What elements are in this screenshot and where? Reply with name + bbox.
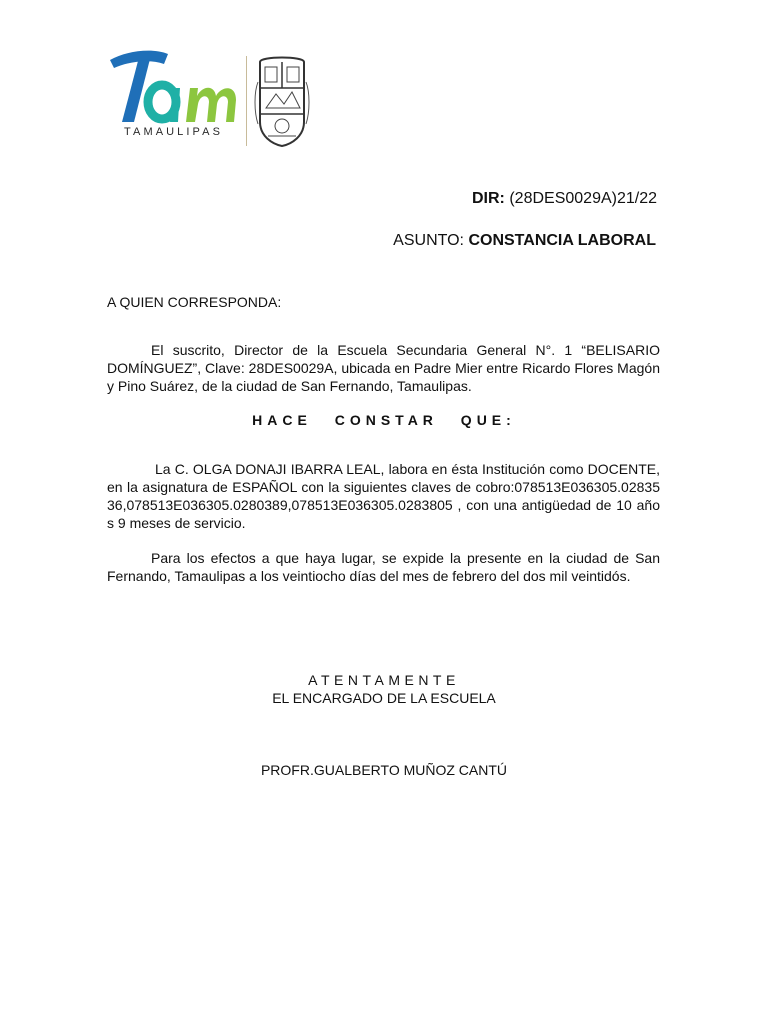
- tam-wordmark-logo: [104, 44, 244, 126]
- letterhead-logo: [104, 44, 314, 152]
- asunto-label: ASUNTO:: [393, 232, 464, 249]
- dir-value: (28DES0029A)21/22: [509, 190, 657, 207]
- atentamente: ATENTAMENTE: [308, 672, 460, 688]
- state-coat-of-arms-icon: [254, 52, 310, 148]
- dir-label: DIR:: [472, 190, 505, 207]
- paragraph-employee: La C. OLGA DONAJI IBARRA LEAL, labora en ésta Institución como DOCENTE, en la asignatura de ESPAÑOL con la siguientes claves de cobro:078513E036305.0283536,078513E036305.0280389,078513E036305.0283805 , con una antigüedad de 10 años 9 meses de servicio.: [107, 461, 660, 531]
- asunto-value: CONSTANCIA LABORAL: [468, 232, 656, 249]
- signatory-position: EL ENCARGADO DE LA ESCUELA: [272, 690, 496, 706]
- logo-divider: [246, 56, 247, 146]
- signatory-name: PROFR.GUALBERTO MUÑOZ CANTÚ: [260, 762, 508, 778]
- paragraph-issuance: Para los efectos a que haya lugar, se expide la presente en la ciudad de San Fernando, Tamaulipas a los veintiocho días del mes de febrero del dos mil veintidós.: [107, 550, 660, 584]
- dir-reference: [472, 190, 657, 208]
- salutation: A QUIEN CORRESPONDA:: [107, 294, 282, 310]
- paragraph-issuer: El suscrito, Director de la Escuela Secundaria General N°. 1 “BELISARIO DOMÍNGUEZ”, Clave: 28DES0029A, ubicada en Padre Mier entre Ricardo Flores Magón y Pino Suárez, de la ciudad de San Fernando, Tamaulipas.: [107, 342, 660, 394]
- asunto-line: [393, 232, 656, 250]
- hace-constar-heading: HACE CONSTAR QUE:: [252, 412, 516, 428]
- logo-subtitle: TAMAULIPAS: [124, 126, 224, 138]
